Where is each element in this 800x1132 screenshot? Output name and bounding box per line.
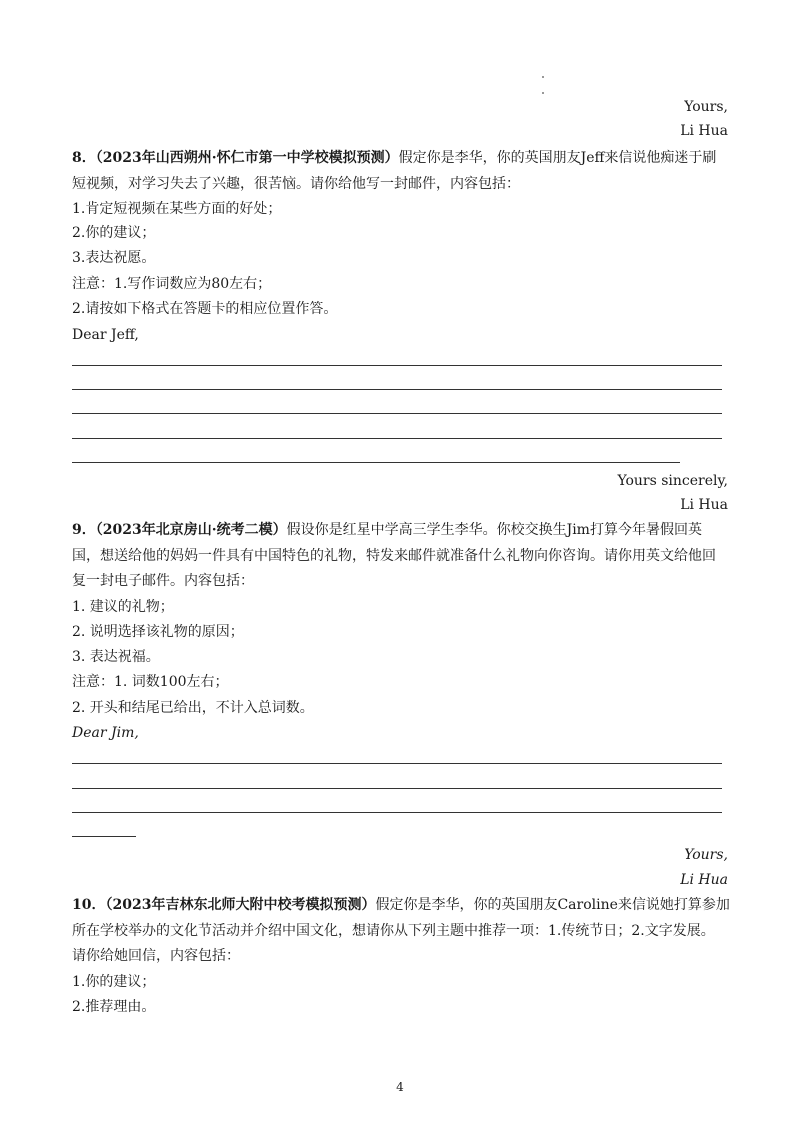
q8-number: 8．	[72, 150, 96, 166]
q8-signature: Li Hua	[680, 497, 728, 513]
q8-note2: 2.请按如下格式在答题卡的相应位置作答。	[72, 301, 338, 317]
q10-source: （2023年吉林东北师大附中校考模拟预测）	[105, 897, 376, 913]
answer-line	[72, 462, 680, 463]
q9-prompt-line2: 国，想送给他的妈妈一件具有中国特色的礼物，特发来邮件就准备什么礼物向你咨询。请你用英文给他回	[72, 548, 716, 564]
answer-line	[72, 389, 722, 390]
q10-item: 1.你的建议；	[72, 974, 156, 990]
q8-source: （2023年山西朔州·怀仁市第一中学校模拟预测）	[95, 150, 399, 166]
q9-number: 9．	[72, 522, 96, 538]
q9-note1: 注意：1. 词数100左右；	[72, 674, 229, 690]
top-closing: Yours,	[684, 99, 728, 115]
q9-signature: Li Hua	[680, 872, 728, 888]
scan-dot	[542, 76, 544, 78]
q10-number: 10．	[72, 897, 106, 913]
answer-line	[72, 812, 722, 813]
q9-greeting: Dear Jim,	[72, 725, 139, 741]
answer-line	[72, 763, 722, 764]
q8-note1: 注意：1.写作词数应为80左右；	[72, 276, 272, 292]
q10-prompt-line3: 请你给她回信，内容包括：	[72, 948, 240, 964]
q9-item: 1. 建议的礼物；	[72, 599, 174, 615]
q8-heading	[72, 145, 716, 171]
q8-item: 3.表达祝愿。	[72, 250, 156, 266]
q9-closing: Yours,	[684, 847, 728, 863]
q9-note2: 2. 开头和结尾已给出，不计入总词数。	[72, 700, 314, 716]
top-signature: Li Hua	[680, 123, 728, 139]
q8-item: 1.肯定短视频在某些方面的好处；	[72, 201, 282, 217]
q9-item: 2. 说明选择该礼物的原因；	[72, 624, 244, 640]
q10-heading	[72, 892, 730, 918]
q8-greeting: Dear Jeff,	[72, 327, 139, 343]
q8-closing: Yours sincerely,	[617, 473, 728, 489]
answer-line	[72, 365, 722, 366]
q10-prompt-line1: 假定你是李华，你的英国朋友Caroline来信说她打算参加	[375, 897, 730, 913]
answer-line	[72, 438, 722, 439]
q8-item: 2.你的建议；	[72, 225, 156, 241]
q8-prompt-line1: 假定你是李华，你的英国朋友Jeff来信说他痴迷于刷	[398, 150, 717, 166]
q10-prompt-line2: 所在学校举办的文化节活动并介绍中国文化，想请你从下列主题中推荐一项：1.传统节日；2.文字发展。	[72, 923, 715, 939]
answer-line	[72, 788, 722, 789]
answer-line	[72, 413, 722, 414]
q8-prompt-line2: 短视频，对学习失去了兴趣，很苦恼。请你给他写一封邮件，内容包括：	[72, 176, 520, 192]
scan-dot	[542, 92, 544, 94]
q9-heading	[72, 517, 702, 543]
q9-source: （2023年北京房山·统考二模）	[95, 522, 287, 538]
q9-prompt-line3: 复一封电子邮件。内容包括：	[72, 573, 254, 589]
q9-prompt-line1: 假设你是红星中学高三学生李华。你校交换生Jim打算今年暑假回英	[286, 522, 702, 538]
q9-item: 3. 表达祝福。	[72, 649, 160, 665]
q10-item: 2.推荐理由。	[72, 999, 156, 1015]
page-number: 4	[396, 1080, 404, 1094]
answer-line	[72, 836, 136, 837]
